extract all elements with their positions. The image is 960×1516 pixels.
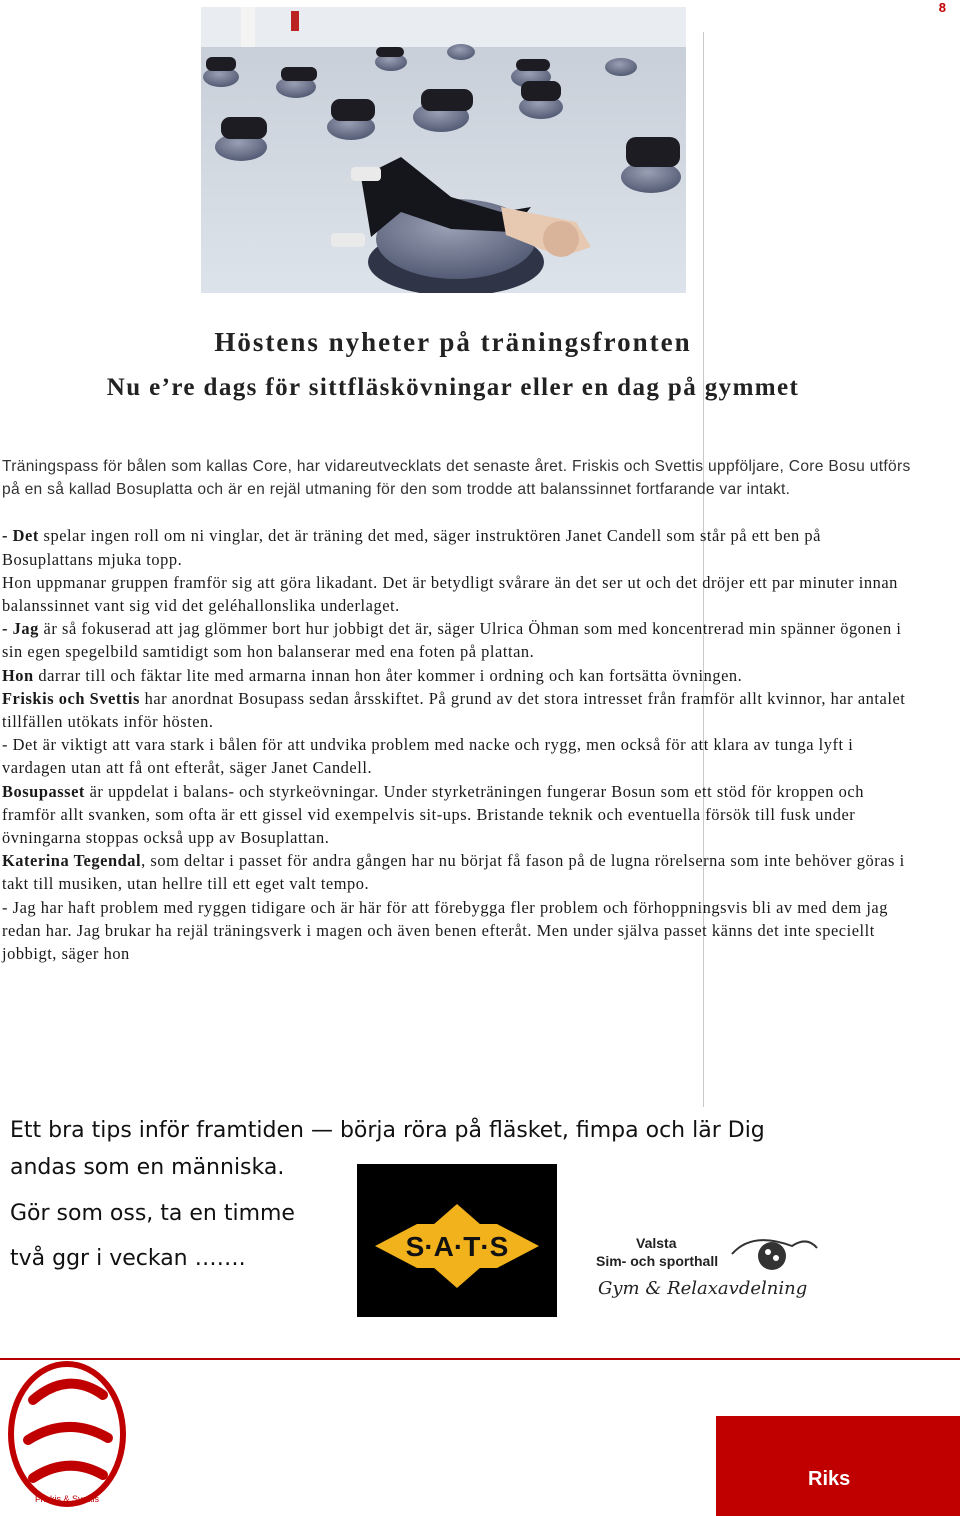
paragraph-2: Hon uppmanar gruppen framför sig att göra likadant. Det är betydligt svårare än det ser ut och det dröjer ett par minuter innan balanssinnet vant sig vid det geléhallonslika underlaget.	[2, 572, 898, 616]
footer-rule	[0, 1358, 960, 1360]
quote-block	[2, 524, 912, 965]
tip-line-4: två ggr i veckan …….	[10, 1246, 246, 1271]
friskis-label: Friskis & Svettis	[34, 1494, 100, 1504]
friskis-svettis-logo	[8, 1360, 126, 1508]
valsta-logo-graphic	[592, 1226, 822, 1306]
paragraph-6: - Det är viktigt att vara stark i bålen för att undvika problem med nacke och rygg, men också för att klara av tunga lyft i vardagen utan att få ont efteråt, säger Janet Candell.	[2, 735, 854, 778]
sats-wordmark: S·A·T·S	[405, 1231, 509, 1262]
valsta-subtitle: Sim- och sporthall	[596, 1253, 719, 1269]
paragraph-7: Bosupasset är uppdelat i balans- och styrkeövningar. Under styrketräningen fungerar Bosun som ett stöd för kroppen och framför allt svanken, som ofta är ett gissel vid exempelvis sit-ups. Bristande teknik och eventuella försök till fusk under övningarna stoppas också upp av Bosuplattan.	[2, 781, 864, 848]
tip-line-3: Gör som oss, ta en timme	[10, 1201, 295, 1226]
paragraph-3: - Jag är så fokuserad att jag glömmer bort hur jobbigt det är, säger Ulrica Öhman som med koncentrerad min spänner ögonen i sin egen spegelbild samtidigt som hon balanserar med ena foten på plattan.	[2, 619, 902, 662]
valsta-emblem-icon	[732, 1240, 817, 1270]
tip-line-2: andas som en människa.	[10, 1155, 285, 1180]
page-number: 8	[938, 0, 946, 15]
article-body	[2, 455, 912, 965]
paragraph-5: Friskis och Svettis har anordnat Bosupass sedan årsskiftet. På grund av det stora intresset från framför allt kvinnor, har antalet tillfällen utökats inför hösten.	[2, 688, 906, 732]
valsta-script: Gym & Relaxavdelning	[598, 1278, 808, 1299]
valsta-name: Valsta	[636, 1235, 677, 1251]
headline: Höstens nyheter på träningsfronten	[214, 327, 692, 357]
riks-corner	[716, 1416, 960, 1516]
bosu-class-photo	[201, 7, 686, 293]
paragraph-8: Katerina Tegendal, som deltar i passet för andra gången har nu börjat få fason på de lugna rörelserna som inte behöver göras i takt till musiken, utan hellre till ett eget valt tempo.	[2, 851, 905, 894]
subheadline: Nu e’re dags för sittfläskövningar eller en dag på gymmet	[106, 374, 800, 401]
sats-logo-graphic	[357, 1164, 557, 1317]
article-photo	[201, 7, 686, 293]
tip-line-1: Ett bra tips inför framtiden — börja röra på fläsket, fimpa och lär Dig	[10, 1118, 765, 1143]
paragraph-9: - Jag har haft problem med ryggen tidigare och är här för att förebygga fler problem och förhoppningsvis bli av med dem jag redan har. Jag brukar ha rejäl träningsverk i magen och även benen efteråt. Men under själva passet känns det inte speciellt jobbigt, säger hon	[2, 897, 889, 964]
intro-paragraph: Träningspass för bålen som kallas Core, har vidareutvecklats det senaste året. Friskis och Svettis uppföljare, Core Bosu utförs på en så kallad Bosuplatta och är en rejäl utmaning för den som trodde att balanssinnet fortfarande var intakt.	[2, 458, 911, 499]
riks-label: Riks	[808, 1468, 851, 1490]
valsta-logo	[592, 1226, 822, 1306]
friskis-svettis-emblem	[8, 1360, 126, 1508]
paragraph-4: Hon darrar till och fäktar lite med armarna innan hon åter kommer i ordning och kan fortsätta övningen.	[2, 665, 743, 685]
paragraph-1: - Det spelar ingen roll om ni vinglar, det är träning det med, säger instruktören Janet Candell som står på ett ben på Bosuplattans mjuka topp.	[2, 526, 821, 569]
sats-logo	[357, 1164, 557, 1317]
